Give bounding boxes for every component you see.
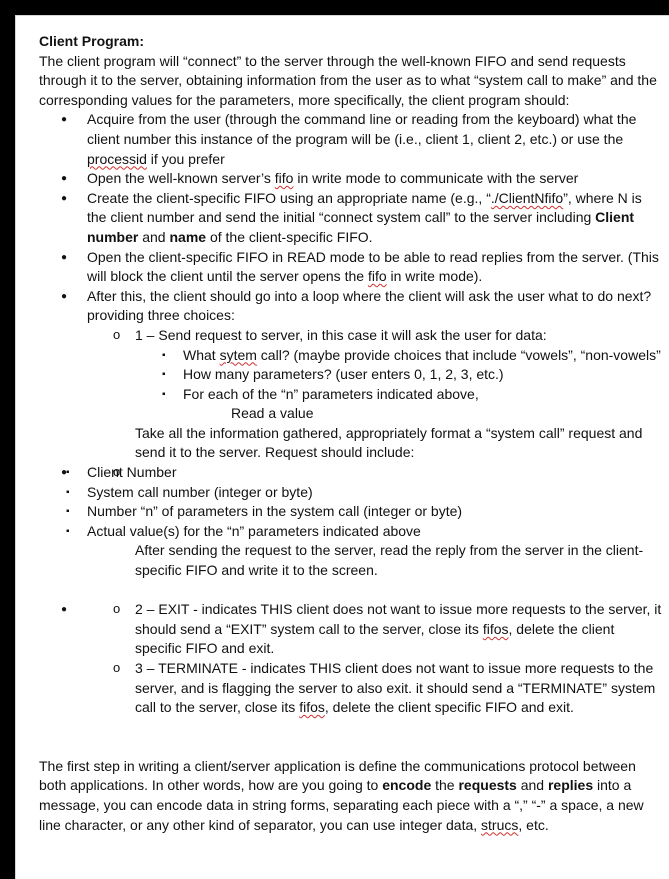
- request-field-item: [15, 463, 664, 483]
- request-field-item: [15, 483, 664, 503]
- requirement-text: and: [138, 228, 170, 245]
- spellcheck-word: ./ClientNfifo: [490, 189, 564, 206]
- requirement-item: [39, 169, 664, 189]
- closing-text: the: [431, 777, 459, 794]
- bold-term: encode: [382, 777, 432, 794]
- request-format-paragraph: Take all the information gathered, appropriately format a “system call” request and send it to the server. Request should include:: [135, 424, 643, 461]
- spellcheck-word: sytem: [219, 346, 257, 363]
- request-field-text: Number “n” of parameters in the system call (integer or byte): [87, 503, 463, 520]
- requirement-item: [39, 110, 664, 169]
- request-contents-list: [39, 463, 664, 541]
- prompt-item: [39, 365, 664, 385]
- choice-item: [39, 600, 664, 659]
- user-prompts-list: [135, 346, 664, 405]
- requirement-item: [39, 189, 664, 248]
- prompt-text: How many parameters? (user enters 0, 1, 2, 3, etc.): [183, 366, 504, 383]
- document-content: [39, 32, 664, 835]
- prompt-item: [39, 346, 664, 366]
- blank-line: [39, 581, 664, 601]
- request-field-text: System call number (integer or byte): [87, 483, 313, 500]
- request-field-item: [15, 502, 664, 522]
- spellcheck-word: strucs: [481, 816, 519, 833]
- closing-text: , etc.: [518, 816, 549, 833]
- choice-item: [39, 659, 664, 718]
- requirement-item: [39, 287, 664, 405]
- spellcheck-word: fifos: [482, 620, 509, 637]
- closing-text: into a message, you can encode data in string forms, separating each piece with a “,” “-” a space, a new line character, or any other kind of separator, you can use integer data,: [39, 777, 644, 833]
- request-contents-container: [39, 463, 664, 541]
- prompt-text: What: [183, 346, 220, 363]
- bold-term: requests: [458, 777, 517, 794]
- requirement-item: [39, 248, 664, 287]
- requirement-text: in write mode to communicate with the server: [293, 170, 579, 187]
- bold-term: name: [169, 228, 207, 245]
- requirement-text: Open the well-known server’s: [87, 170, 275, 187]
- choice-text: 1 – Send request to server, in this case it will ask the user for data:: [135, 326, 547, 343]
- exit-choices-list: [39, 600, 664, 718]
- prompt-item: [39, 385, 664, 405]
- closing-text: and: [516, 777, 548, 794]
- bold-term: replies: [547, 777, 594, 794]
- choice-text: , delete the client specific FIFO and exit.: [324, 699, 574, 716]
- intro-paragraph: The client program will “connect” to the server through the well-known FIFO and send requests through it to the server, obtaining information from the user as to what “system call to make” and the corresponding values for the parameters, more specifically, the client program should:: [39, 52, 657, 108]
- spellcheck-word: fifos: [299, 699, 325, 716]
- requirement-text: Create the client-specific FIFO using an appropriate name (e.g., “: [87, 189, 491, 206]
- read-value-line: Read a value: [231, 405, 314, 422]
- requirement-text: Acquire from the user (through the command line or reading from the keyboard) what the client number this instance of the program will be (i.e., client 1, client 2, etc.) or use the: [87, 111, 637, 147]
- spellcheck-word: processid: [87, 150, 147, 167]
- bold-term: Client number: [87, 209, 635, 245]
- requirement-text: ”, where N is the client number and send the initial “connect system call” to the server including: [87, 189, 642, 226]
- blank-line: [39, 718, 664, 757]
- exit-choices-holder: [39, 600, 664, 718]
- choice-text: , delete the client specific FIFO and exit.: [135, 620, 615, 657]
- spellcheck-word: fifo: [274, 170, 294, 187]
- section-heading: Client Program:: [39, 33, 145, 49]
- closing-paragraph: [39, 757, 664, 835]
- request-contents-inner: [39, 463, 664, 541]
- choice-item: [39, 326, 664, 404]
- after-request-paragraph: After sending the request to the server, read the reply from the server in the client-specific FIFO and write it to the screen.: [135, 542, 644, 579]
- request-contents-holder: [39, 463, 664, 541]
- requirement-text: if you prefer: [146, 150, 225, 167]
- request-field-item: [15, 522, 664, 542]
- choice-text: 2 – EXIT - indicates THIS client does not want to issue more requests to the server, it should send a “EXIT” system call to the server, close its: [135, 601, 662, 637]
- closing-text: The first step in writing a client/server application is define the communications protocol between both applications. In other words, how are you going to: [39, 757, 636, 794]
- requirements-list: [39, 110, 664, 404]
- requirement-text: After this, the client should go into a loop where the client will ask the user what to do next? providing three choices:: [87, 287, 652, 324]
- request-field-text: Client Number: [87, 464, 177, 481]
- requirement-text: Open the client-specific FIFO in READ mode to be able to read replies from the server. (This will block the client until the server opens the: [87, 248, 659, 285]
- prompt-text: For each of the “n” parameters indicated above,: [183, 385, 479, 402]
- choices-list: [87, 326, 664, 404]
- choice-text: 3 – TERMINATE - indicates THIS client does not want to issue more requests to the server, and is flagging the server to also exit. it should send a “TERMINATE” system call to the server, close its: [135, 660, 656, 716]
- requirement-text: of the client-specific FIFO.: [206, 228, 373, 245]
- spellcheck-word: fifo: [367, 268, 387, 285]
- requirement-text: in write mode).: [386, 268, 483, 285]
- document-page: [15, 15, 669, 879]
- request-contents-wrapper: [39, 463, 664, 541]
- request-field-text: Actual value(s) for the “n” parameters indicated above: [87, 522, 421, 539]
- exit-choices-wrapper: [39, 600, 664, 718]
- prompt-text: call? (maybe provide choices that include “vowels”, “non-vowels”: [256, 346, 661, 363]
